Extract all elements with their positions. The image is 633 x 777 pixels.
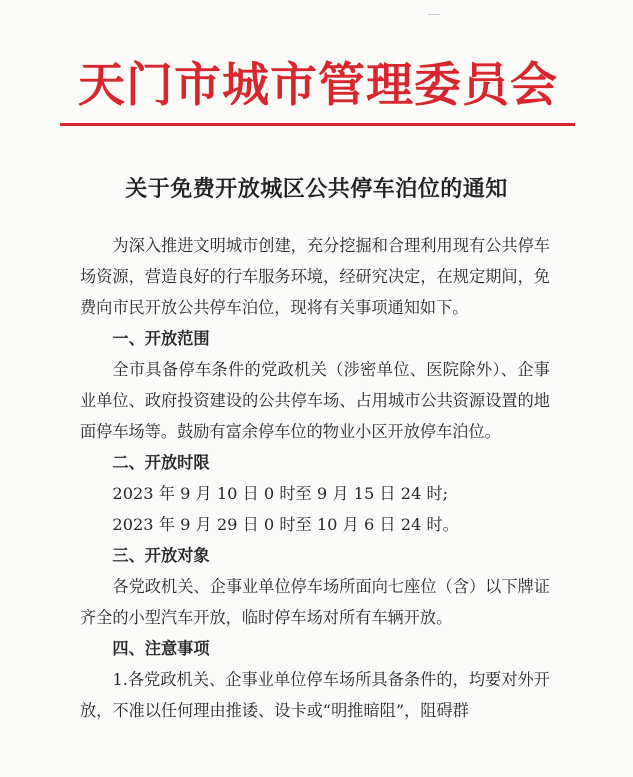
section1-paragraph: 全市具备停车条件的党政机关（涉密单位、医院除外）、企事业单位、政府投资建设的公共停车场、占用城市公共资源设置的地面停车场等。鼓励有富余停车位的物业小区开放停车泊位。 [80,360,550,441]
section4-paragraph: 1.各党政机关、企事业单位停车场所具备条件的，均要对外开放，不准以任何理由推诿、设卡或“明推暗阻”，阻碍群 [80,670,550,720]
section2-heading: 二、开放时限 [112,453,210,472]
section3-heading: 三、开放对象 [112,546,210,565]
intro-paragraph: 为深入推进文明城市创建，充分挖掘和合理利用现有公共停车场资源，营造良好的行车服务环境，经研究决定，在规定期间，免费向市民开放公共停车泊位，现将有关事项通知如下。 [80,236,550,317]
section2-period2: 2023 年 9 月 29 日 0 时至 10 月 6 日 24 时。 [112,515,459,534]
scan-mark [428,14,440,23]
section4-heading: 四、注意事项 [112,639,210,658]
letterhead-divider [60,123,575,126]
notice-title: 关于免费开放城区公共停车泊位的通知 [125,176,508,202]
section3-paragraph: 各党政机关、企事业单位停车场所面向七座位（含）以下牌证齐全的小型汽车开放，临时停车场对所有车辆开放。 [80,577,550,627]
section1-heading: 一、开放范围 [112,329,210,348]
notice-body [80,230,550,726]
org-letterhead-title: 天门市城市管理委员会 [78,58,558,113]
section2-period1: 2023 年 9 月 10 日 0 时至 9 月 15 日 24 时; [112,484,449,503]
